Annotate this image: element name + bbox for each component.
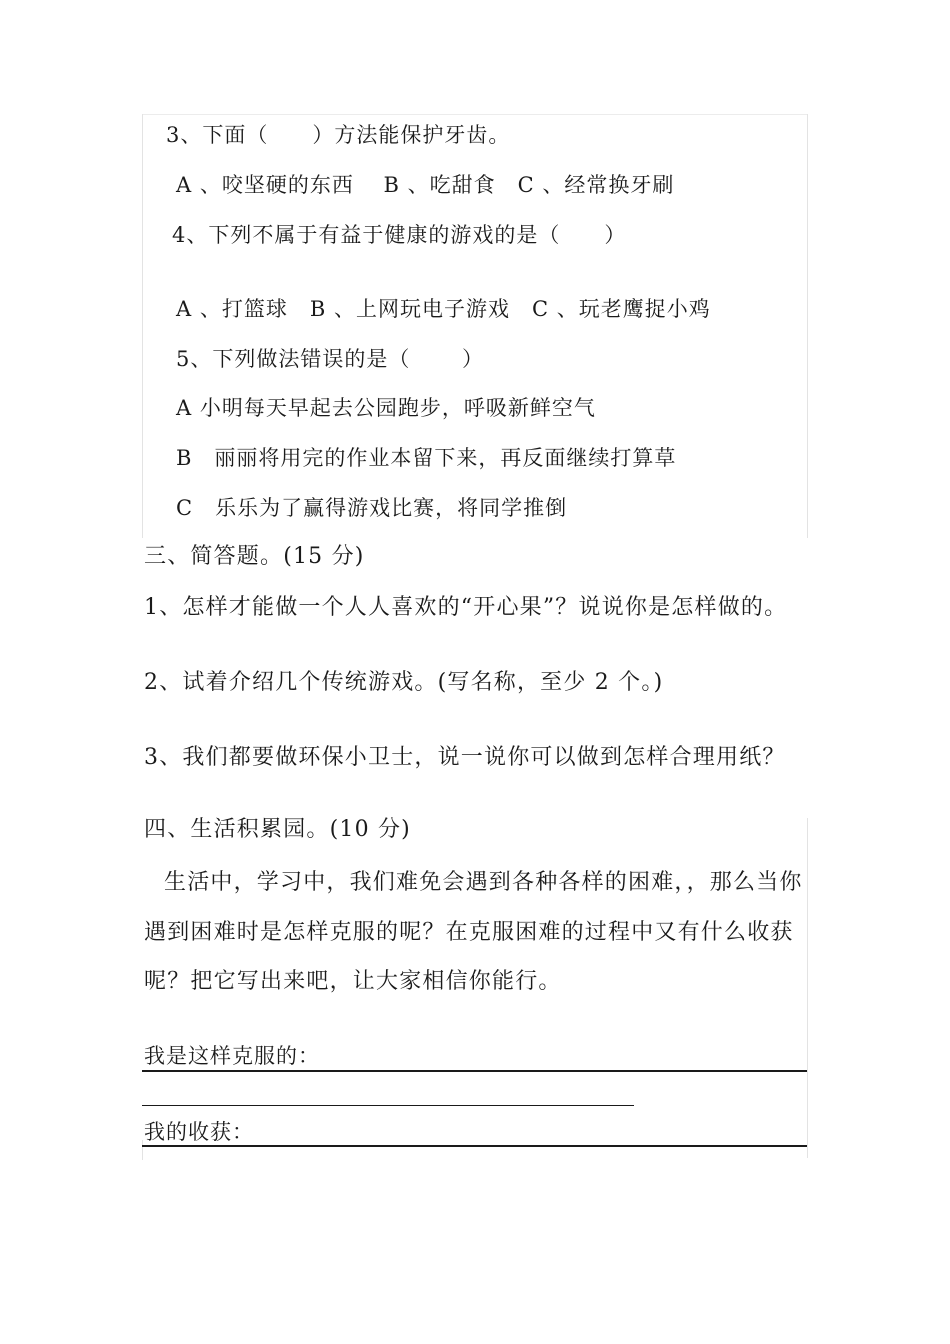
- overcome-label: 我是这样克服的：: [144, 1044, 320, 1068]
- gain-answer-line[interactable]: [142, 1145, 807, 1147]
- frame-left-line-bottom: [142, 1140, 143, 1160]
- question-5-option-a: A 小明每天早起去公园跑步，呼吸新鲜空气: [176, 396, 596, 420]
- question-5: 5、下列做法错误的是（ ）: [176, 347, 485, 371]
- overcome-answer-line[interactable]: [142, 1070, 807, 1072]
- section-4-heading: 四、生活积累园。(10 分): [144, 817, 411, 842]
- frame-right-line-bottom: [807, 818, 808, 1158]
- frame-left-line-top: [142, 114, 143, 538]
- section-3-heading: 三、简答题。(15 分): [144, 544, 365, 569]
- question-4-options: A 、打篮球 B 、上网玩电子游戏 C 、玩老鹰捉小鸡: [176, 297, 711, 321]
- section-4-paragraph-line-3: 呢？把它写出来吧，让大家相信你能行。: [144, 969, 562, 994]
- question-5-option-b: B 丽丽将用完的作业本留下来，再反面继续打算草: [176, 446, 677, 470]
- question-4: 4、下列不属于有益于健康的游戏的是（ ）: [172, 223, 627, 247]
- overcome-answer-line-2[interactable]: [142, 1105, 634, 1106]
- frame-right-line-top: [807, 114, 808, 538]
- question-5-option-c: C 乐乐为了赢得游戏比赛，将同学推倒: [176, 496, 568, 520]
- section-3-question-3: 3、我们都要做环保小卫士，说一说你可以做到怎样合理用纸？: [144, 745, 786, 770]
- gain-label: 我的收获：: [144, 1120, 254, 1144]
- section-3-question-2: 2、试着介绍几个传统游戏。(写名称，至少 2 个。): [144, 670, 664, 695]
- question-3-options: A 、咬坚硬的东西 B 、吃甜食 C 、经常换牙刷: [176, 173, 675, 197]
- section-3-question-1: 1、怎样才能做一个人人喜欢的“开心果”？说说你是怎样做的。: [144, 595, 788, 620]
- frame-top-line: [142, 114, 808, 115]
- section-4-paragraph-line-2: 遇到困难时是怎样克服的呢？在克服困难的过程中又有什么收获: [144, 920, 794, 945]
- question-3: 3、下面（ ）方法能保护牙齿。: [166, 123, 511, 147]
- section-4-paragraph-line-1: 生活中，学习中，我们难免会遇到各种各样的困难，，那么当你: [164, 870, 803, 895]
